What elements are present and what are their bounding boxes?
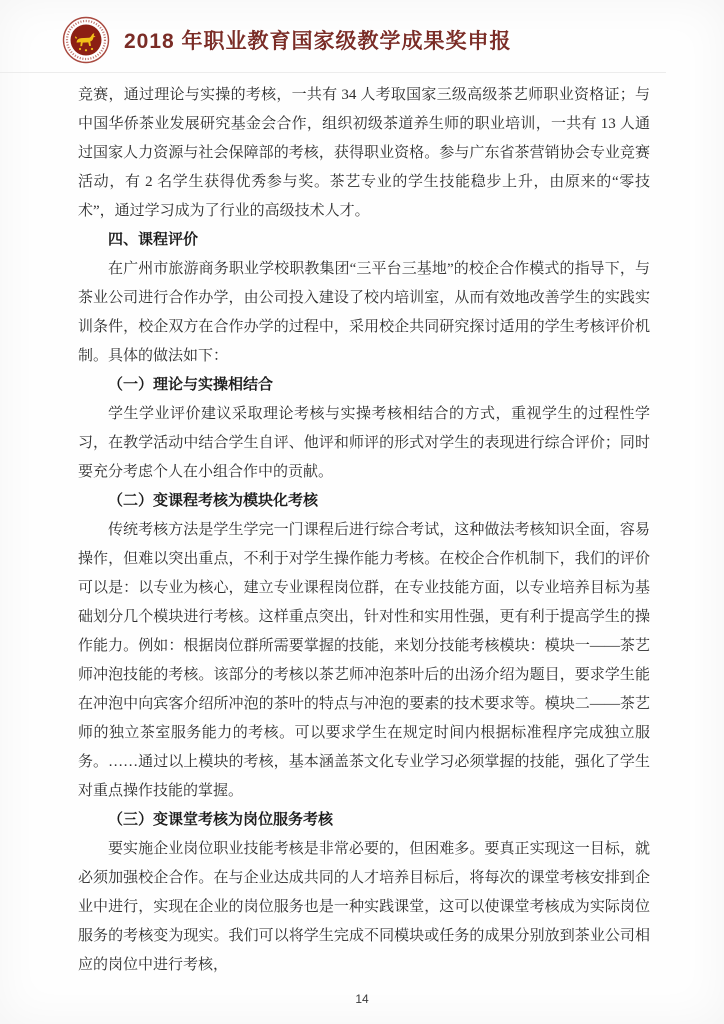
page-header [0, 0, 666, 73]
paragraph-continuation: 竞赛，通过理论与实操的考核，一共有 34 人考取国家三级高级茶艺师职业资格证；与中国华侨茶业发展研究基金会合作，组织初级茶道养生师的职业培训，一共有 13 人通过国家人力资源与社会保障部的考核，获得职业资格。参与广东省茶营销协会专业竞赛活动，有 2 名学生获得优秀参与奖。茶艺专业的学生技能稳步上升，由原来的“零技术”，通过学习成为了行业的高级技术人才。 [78, 87, 650, 219]
page-title: 2018 年职业教育国家级教学成果奖申报 [124, 30, 512, 53]
section-heading-4: 四、课程评价 [108, 232, 199, 248]
paragraph: 要实施企业岗位职业技能考核是非常必要的，但困难多。要真正实现这一目标，就必须加强校企合作。在与企业达成共同的人才培养目标后，将每次的课堂考核安排到企业中进行，实现在企业的岗位服务也是一种实践课堂，这可以使课堂考核成为实际岗位服务的考核变为现实。我们可以将学生完成不同模块或任务的成果分别放到茶业公司相应的岗位中进行考核， [78, 841, 650, 973]
subsection-heading-2: （二）变课程考核为模块化考核 [108, 493, 319, 509]
school-seal-horse-icon [62, 16, 110, 64]
document-body [0, 73, 724, 980]
paragraph: 在广州市旅游商务职业学校职教集团“三平台三基地”的校企合作模式的指导下，与茶业公司进行合作办学，由公司投入建设了校内培训室，从而有效地改善学生的实践实训条件，校企双方在合作办学的过程中，采用校企共同研究探讨适用的学生考核评价机制。具体的做法如下： [78, 261, 650, 364]
school-seal-logo [62, 16, 110, 64]
subsection-heading-1: （一）理论与实操相结合 [108, 377, 274, 393]
paragraph: 学生学业评价建议采取理论考核与实操考核相结合的方式，重视学生的过程性学习，在教学活动中结合学生自评、他评和师评的形式对学生的表现进行综合评价；同时要充分考虑个人在小组合作中的贡献。 [78, 406, 650, 480]
page-number: 14 [355, 992, 369, 1006]
paragraph: 传统考核方法是学生学完一门课程后进行综合考试，这种做法考核知识全面，容易操作，但难以突出重点，不利于对学生操作能力考核。在校企合作机制下，我们的评价可以是：以专业为核心，建立专业课程岗位群，在专业技能方面，以专业培养目标为基础划分几个模块进行考核。这样重点突出，针对性和实用性强，更有利于提高学生的操作能力。例如：根据岗位群所需要掌握的技能，来划分技能考核模块：模块一——茶艺师冲泡技能的考核。该部分的考核以茶艺师冲泡茶叶后的出汤介绍为题目，要求学生能在冲泡中向宾客介绍所冲泡的茶叶的特点与冲泡的要素的技术要求等。模块二——茶艺师的独立茶室服务能力的考核。可以要求学生在规定时间内根据标准程序完成独立服务。……通过以上模块的考核，基本涵盖茶文化专业学习必须掌握的技能，强化了学生对重点操作技能的掌握。 [78, 522, 650, 799]
subsection-heading-3: （三）变课堂考核为岗位服务考核 [108, 812, 334, 828]
page-footer [0, 992, 724, 1006]
